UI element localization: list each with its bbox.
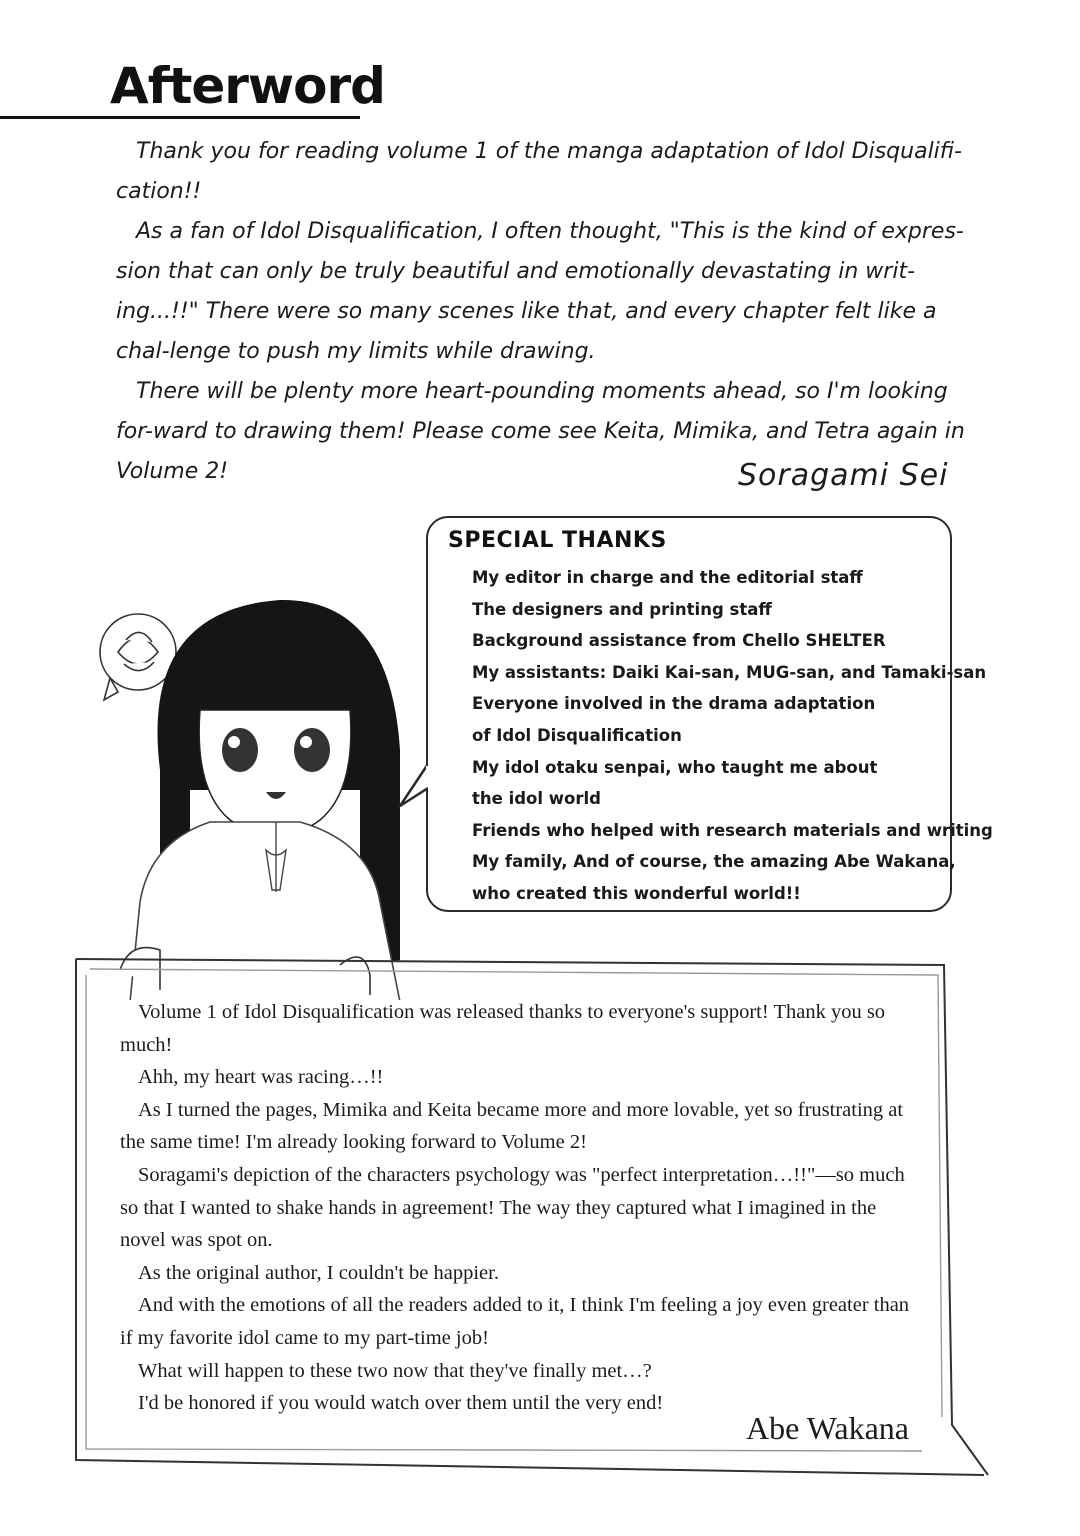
novelist-note-paragraph: I'd be honored if you would watch over them until the very end! — [138, 1392, 664, 1415]
novelist-note-paragraph: As I turned the pages, Mimika and Keita became more and more lovable, yet so frustrating at the same time! I'm already looking forward to Volume 2! — [120, 1098, 904, 1154]
novelist-note-paragraph: What will happen to these two now that they've finally met…? — [138, 1359, 652, 1382]
thanks-line: My assistants: Daiki Kai-san, MUG-san, and Tamaki-san — [472, 662, 987, 682]
novelist-note-paragraph: Soragami's depiction of the characters psychology was "perfect interpretation…!!"—so much so that I wanted to shake hands in agreement! The way they captured what I imagined in the novel was spot on. — [120, 1163, 905, 1252]
author-note-paragraph: Thank you for reading volume 1 of the manga adaptation of Idol Disqualifi-cation!! — [116, 139, 962, 204]
thanks-line: Everyone involved in the drama adaptation — [472, 694, 876, 714]
character-illustration — [90, 560, 420, 1000]
novelist-note-paragraph: As the original author, I couldn't be happier. — [138, 1261, 499, 1284]
author-signature: Soragami Sei — [738, 458, 949, 493]
novelist-note-paragraph: And with the emotions of all the readers added to it, I think I'm feeling a joy even greater than if my favorite idol came to my part-time job! — [120, 1294, 910, 1349]
special-thanks-list — [472, 562, 993, 910]
novelist-note-paragraph: Ahh, my heart was racing…!! — [138, 1066, 384, 1089]
novelist-note-paragraph: Volume 1 of Idol Disqualification was released thanks to everyone's support! Thank you so much! — [120, 1001, 886, 1056]
novelist-note — [120, 996, 920, 1420]
author-note-paragraph: There will be plenty more heart-pounding moments ahead, so I'm looking for-ward to drawing them! Please come see Keita, Mimika, and Tetra again in Volume 2! — [116, 379, 965, 484]
page-title: Afterword — [110, 57, 385, 115]
thanks-line: My family, And of course, the amazing Abe Wakana, — [472, 852, 956, 872]
novelist-signature: Abe Wakana — [746, 1410, 909, 1446]
title-underline — [0, 116, 360, 119]
special-thanks-title: SPECIAL THANKS — [448, 528, 667, 553]
thanks-line: who created this wonderful world!! — [472, 883, 801, 903]
thanks-line: My idol otaku senpai, who taught me about — [472, 757, 878, 777]
thanks-line: The designers and printing staff — [472, 599, 772, 619]
thanks-line: of Idol Disqualification — [472, 725, 682, 745]
title-block — [0, 57, 385, 118]
thanks-line: Friends who helped with research materials and writing — [472, 820, 993, 840]
thanks-line: Background assistance from Chello SHELTER — [472, 631, 886, 651]
author-note — [116, 132, 986, 492]
thanks-line: the idol world — [472, 789, 601, 809]
author-note-paragraph: As a fan of Idol Disqualification, I often thought, "This is the kind of expres-sion that can only be truly beautiful and emotionally devastating in writ-ing...!!" There were so many scenes like that, and every chapter felt like a chal-lenge to push my limits while drawing. — [116, 219, 964, 364]
bubble-tail — [398, 760, 428, 810]
thanks-line: My editor in charge and the editorial staff — [472, 568, 863, 587]
